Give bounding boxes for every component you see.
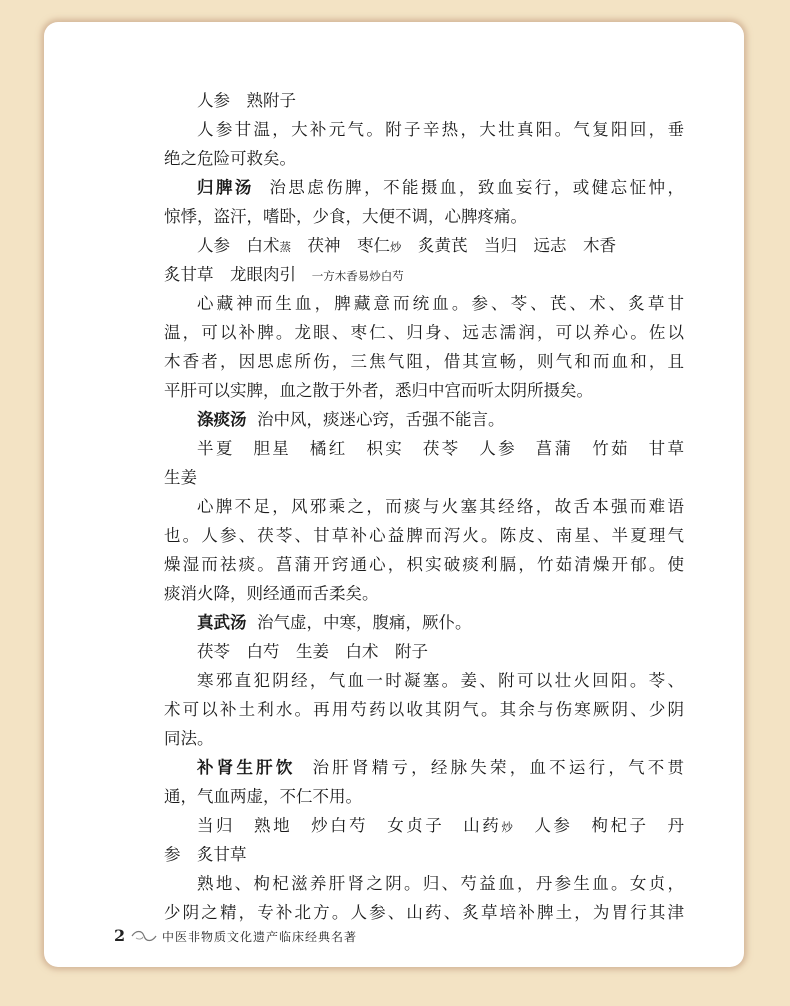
herb-list: 人参 枸杞子 丹	[534, 816, 685, 835]
text-line: 温，可以补脾。龙眼、枣仁、归身、远志濡润，可以养心。佐以	[164, 323, 684, 342]
herb-list: 当归 熟地 炒白芍 女贞子 山药	[197, 816, 502, 835]
formula-title: 涤痰汤	[197, 410, 247, 429]
herb-list: 炙黄芪 当归 远志 木香	[418, 236, 616, 255]
herb-list-line: 生姜	[164, 468, 197, 487]
text-line: 熟地、枸杞滋养肝肾之阴。归、芍益血，丹参生血。女贞，	[197, 874, 684, 893]
formula-indication: 治气虚，中寒，腹痛，厥仆。	[257, 613, 472, 632]
herb-note: 炒	[390, 240, 402, 254]
text-line: 心脾不足，风邪乘之，而痰与火塞其经络，故舌本强而难语	[197, 497, 684, 516]
herb-list-line	[164, 811, 684, 840]
herb-note: 炒	[501, 820, 516, 834]
formula-title: 归脾汤	[197, 178, 254, 197]
text-line: 木香者，因思虑所伤，三焦气阻，借其宣畅，则气和而血和，且	[164, 352, 684, 371]
text-line: 同法。	[164, 729, 214, 748]
text-line: 痰消火降，则经通而舌柔矣。	[164, 584, 379, 603]
formula-heading-line	[164, 753, 684, 782]
herb-list-line: 茯苓 白芍 生姜 白术 附子	[197, 642, 428, 661]
herb-list: 炙甘草 龙眼肉引	[164, 265, 296, 284]
herb-list-line	[164, 260, 684, 289]
text-line: 少阴之精，专补北方。人参、山药、炙草培补脾土，为胃行其津	[164, 903, 684, 922]
text-line: 也。人参、茯苓、甘草补心益脾而泻火。陈皮、南星、半夏理气	[164, 526, 684, 545]
text-line: 平肝可以实脾，血之散于外者，悉归中宫而听太阴所摄矣。	[164, 381, 593, 400]
formula-indication: 治中风，痰迷心窍，舌强不能言。	[257, 410, 505, 429]
herb-list-line: 参 炙甘草	[164, 845, 247, 864]
herb-list-line	[164, 231, 684, 260]
page-footer	[114, 926, 674, 950]
herb-list-line	[164, 86, 684, 115]
formula-title: 补肾生肝饮	[197, 758, 296, 777]
text-line: 心藏神而生血，脾藏意而统血。参、苓、芪、术、炙草甘	[197, 294, 684, 313]
page-body	[164, 86, 684, 927]
text-line: 燥湿而祛痰。菖蒲开窍通心，枳实破痰利膈，竹茹清燥开郁。使	[164, 555, 684, 574]
text-line: 术可以补土利水。再用芍药以收其阴气。其余与伤寒厥阴、少阴	[164, 700, 684, 719]
text-line: 惊悸，盗汗，嗜卧，少食，大便不调，心脾疼痛。	[164, 207, 527, 226]
text-line: 通，气血两虚，不仁不用。	[164, 787, 362, 806]
herb-note: 蒸	[279, 240, 291, 254]
text-line: 寒邪直犯阴经，气血一时凝塞。姜、附可以壮火回阳。苓、	[197, 671, 684, 690]
scroll-ornament-icon	[130, 928, 158, 944]
herb-list: 茯神 枣仁	[307, 236, 390, 255]
herb-list: 人参 白术	[197, 236, 280, 255]
formula-heading-line	[164, 173, 684, 202]
herb-list-line: 半夏 胆星 橘红 枳实 茯苓 人参 菖蒲 竹茹 甘草	[197, 439, 684, 458]
formula-indication: 治肝肾精亏，经脉失荣，血不运行，气不贯	[312, 758, 685, 777]
formula-heading-line	[164, 608, 684, 637]
formula-title: 真武汤	[197, 613, 247, 632]
formula-heading-line	[164, 405, 684, 434]
page-number: 2	[114, 926, 126, 945]
book-page	[44, 22, 744, 967]
text-line: 绝之危险可救矣。	[164, 149, 296, 168]
herb-note: 一方木香易炒白芍	[311, 269, 404, 283]
text-line: 人参 熟附子	[197, 91, 296, 110]
book-title: 中医非物质文化遗产临床经典名著	[162, 930, 358, 944]
text-line: 人参甘温，大补元气。附子辛热，大壮真阳。气复阳回，垂	[197, 120, 684, 139]
formula-indication: 治思虑伤脾，不能摄血，致血妄行，或健忘怔忡，	[269, 178, 685, 197]
